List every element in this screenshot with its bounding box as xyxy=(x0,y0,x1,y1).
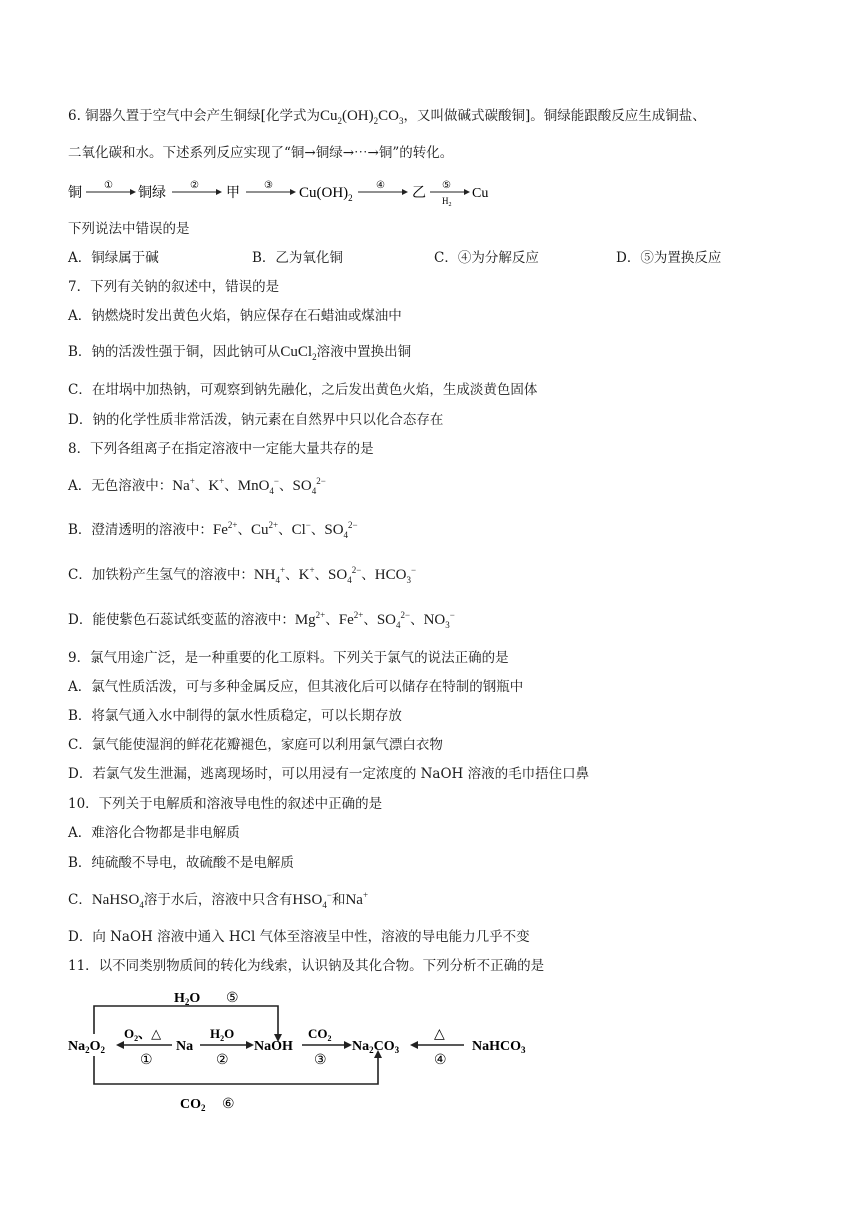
svg-text:③: ③ xyxy=(264,180,273,191)
species-na2co3: $Na_2CO_3$ xyxy=(352,1039,400,1055)
q10-option-c[interactable]: C．NaHSO$_4$溶于水后，溶液中只含有$HSO_4^-$和Na+ xyxy=(68,890,369,910)
q9-option-b[interactable]: B．将氯气通入水中制得的氯水性质稳定，可以长期存放 xyxy=(68,708,402,724)
q9-option-d[interactable]: D．若氯气发生泄漏，逃离现场时，可以用浸有一定浓度的 NaOH 溶液的毛巾捂住口鼻 xyxy=(68,766,590,782)
q10-stem: 10．下列关于电解质和溶液导电性的叙述中正确的是 xyxy=(68,796,383,812)
q9-option-c[interactable]: C．氯气能使湿润的鲜花花瓣褪色，家庭可以利用氯气漂白衣物 xyxy=(68,737,443,753)
bottom-loop-num: ⑥ xyxy=(222,1097,235,1112)
q6-reaction-scheme xyxy=(68,176,588,210)
q8-option-d[interactable]: D．能使紫色石蕊试纸变蓝的溶液中：$Mg^{2+}$、$Fe^{2+}$、$SO_4^{2-}$、$NO_3^-$ xyxy=(68,610,455,630)
arrow-1-num: ① xyxy=(140,1053,153,1068)
scheme-arrow-4 xyxy=(358,180,408,195)
q10-option-b[interactable]: B．纯硫酸不导电，故硫酸不是电解质 xyxy=(68,855,294,871)
top-loop-num: ⑤ xyxy=(226,991,239,1006)
scheme-cuoh2: $Cu(OH)_2$ xyxy=(299,185,353,203)
svg-text:H2: $H_2$ xyxy=(442,196,452,208)
q11-stem: 11．以不同类别物质间的转化为线索，认识钠及其化合物。下列分析不正确的是 xyxy=(68,958,545,974)
q6-text-b: ，又叫做碱式碳酸铜]。铜绿能跟酸反应生成铜盐、 xyxy=(403,108,706,124)
svg-text:②: ② xyxy=(190,180,199,191)
arrow-3-num: ③ xyxy=(314,1053,327,1068)
q9-stem: 9．氯气用途广泛，是一种重要的化工原料。下列关于氯气的说法正确的是 xyxy=(68,650,509,666)
q6-option-c[interactable]: C．④为分解反应 xyxy=(434,250,539,266)
q6-line1 xyxy=(68,106,706,126)
q10-formula-nahso4: NaHSO$_4$ xyxy=(91,892,144,910)
arrow-1-label: $O_2$、△ xyxy=(124,1026,162,1043)
q11-sodium-diagram xyxy=(66,984,546,1114)
q6-stem: 下列说法中错误的是 xyxy=(68,221,190,237)
bottom-loop-label: $CO_2$ xyxy=(180,1097,206,1113)
q7-option-c[interactable]: C．在坩埚中加热钠，可观察到钠先融化，之后发出黄色火焰，生成淡黄色固体 xyxy=(68,382,538,398)
q8-option-a[interactable]: A．无色溶液中：Na+、K+、MnO$_4$−、$SO_4^{2-}$ xyxy=(68,476,326,496)
q10-option-d[interactable]: D．向 NaOH 溶液中通入 HCl 气体至溶液呈中性，溶液的导电能力几乎不变 xyxy=(68,929,530,945)
arrow-4-label: △ xyxy=(434,1027,445,1042)
arrow-2-num: ② xyxy=(216,1053,229,1068)
q7-formula-cucl2: CuCl$_2$ xyxy=(280,344,317,362)
svg-text:⑤: ⑤ xyxy=(442,180,451,191)
arrow-2-label: $H_2O$ xyxy=(210,1026,235,1043)
q6-option-d[interactable]: D．⑤为置换反应 xyxy=(616,250,722,266)
scheme-verdigris: 铜绿 xyxy=(138,186,166,201)
q10-option-a[interactable]: A．难溶化合物都是非电解质 xyxy=(68,825,240,841)
species-nahco3: NaHCO$_3$ xyxy=(472,1039,526,1055)
q7-option-d[interactable]: D．钠的化学性质非常活泼，钠元素在自然界中只以化合态存在 xyxy=(68,412,444,428)
top-loop-line xyxy=(94,1006,278,1036)
q8-stem: 8．下列各组离子在指定溶液中一定能大量共存的是 xyxy=(68,441,374,457)
bottom-loop-line xyxy=(94,1056,378,1084)
scheme-arrow-5 xyxy=(430,180,470,208)
species-naoh: NaOH xyxy=(254,1039,293,1054)
q6-text-a: 6. 铜器久置于空气中会产生铜绿[化学式为 xyxy=(68,108,320,124)
q7-option-a[interactable]: A．钠燃烧时发出黄色火焰，钠应保存在石蜡油或煤油中 xyxy=(68,308,402,324)
q6-option-b[interactable]: B．乙为氧化铜 xyxy=(252,250,343,266)
arrow-4-num: ④ xyxy=(434,1053,447,1068)
species-na: Na xyxy=(176,1039,194,1054)
scheme-yi: 乙 xyxy=(412,186,426,201)
scheme-jia: 甲 xyxy=(226,186,240,201)
q6-line2: 二氧化碳和水。下述系列反应实现了“铜→铜绿→⋯→铜”的转化。 xyxy=(68,145,454,161)
q6-formula: $Cu_2(OH)_2CO_3$ xyxy=(319,108,404,126)
q7-stem: 7．下列有关钠的叙述中，错误的是 xyxy=(68,279,280,295)
q9-option-a[interactable]: A．氯气性质活泼，可与多种金属反应，但其液化后可以储存在特制的钢瓶中 xyxy=(68,679,524,695)
arrow-3-label: $CO_2$ xyxy=(308,1026,332,1043)
q6-option-a[interactable]: A．铜绿属于碱 xyxy=(68,250,159,266)
top-loop-label: $H_2O$ xyxy=(174,991,201,1007)
q8-option-b[interactable]: B．澄清透明的溶液中：$Fe^{2+}$、$Cu^{2+}$、Cl−、$SO_4^{2-}$ xyxy=(68,520,358,540)
q6-options xyxy=(68,248,788,268)
scheme-copper: 铜 xyxy=(68,186,82,201)
scheme-arrow-2 xyxy=(172,180,222,195)
scheme-cu: Cu xyxy=(472,186,489,201)
q7-option-b[interactable]: B．钠的活泼性强于铜，因此钠可从CuCl$_2$溶液中置换出铜 xyxy=(68,344,412,362)
species-na2o2: $Na_2O_2$ xyxy=(68,1039,106,1055)
svg-text:④: ④ xyxy=(376,180,385,191)
svg-text:①: ① xyxy=(104,180,113,191)
scheme-arrow-1 xyxy=(86,180,136,195)
q8-option-c[interactable]: C．加铁粉产生氢气的溶液中：$NH_4^+$、K+、$SO_4^{2-}$、$HCO_3^-$ xyxy=(68,565,417,585)
scheme-arrow-3 xyxy=(246,180,296,195)
